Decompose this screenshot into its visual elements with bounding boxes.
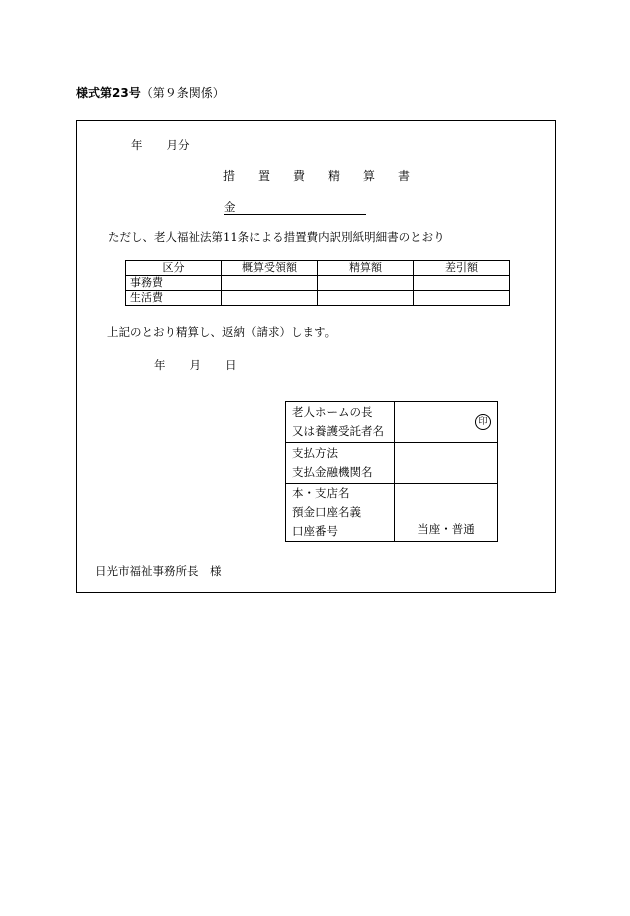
settlement-table <box>125 260 510 306</box>
column-header: 精算額 <box>318 261 414 276</box>
payment-method-label <box>286 443 395 484</box>
account-label <box>286 484 395 542</box>
form-number-label: 様式第23号 <box>76 86 141 100</box>
table-cell[interactable] <box>222 291 318 306</box>
amount-label: 金 <box>224 200 236 214</box>
title-char: 算 <box>363 169 376 183</box>
date-year: 年 <box>154 358 166 372</box>
period-year: 年 <box>131 138 143 152</box>
table-cell[interactable] <box>222 276 318 291</box>
date-line <box>154 357 237 373</box>
form-frame <box>76 120 556 593</box>
table-row <box>126 276 510 291</box>
title-char: 措 <box>223 169 236 183</box>
period-line <box>131 137 190 153</box>
column-header: 概算受領額 <box>222 261 318 276</box>
payee-table <box>285 401 498 542</box>
statement: 上記のとおり精算し、返納（請求）します。 <box>107 325 337 339</box>
payee-row-head <box>286 402 498 443</box>
table-cell[interactable] <box>414 276 510 291</box>
account-field[interactable] <box>395 484 498 542</box>
title-char: 費 <box>293 169 306 183</box>
table-cell[interactable] <box>414 291 510 306</box>
title-char: 書 <box>398 169 411 183</box>
date-day: 日 <box>225 358 237 372</box>
row-label: 事務費 <box>126 276 222 291</box>
payee-head-field[interactable] <box>395 402 498 443</box>
form-number <box>76 84 225 101</box>
period-month: 月分 <box>166 138 190 152</box>
amount-field[interactable] <box>224 199 366 215</box>
payee-row-method <box>286 443 498 484</box>
title-char: 精 <box>328 169 341 183</box>
account-type-choices[interactable]: 当座・普通 <box>417 522 475 536</box>
addressee: 日光市福祉事務所長 様 <box>95 564 222 578</box>
branch-label: 本・支店名 <box>292 486 350 500</box>
column-header: 差引額 <box>414 261 510 276</box>
table-cell[interactable] <box>318 276 414 291</box>
payee-head-line1: 老人ホームの長 <box>292 405 373 419</box>
form-article-ref: （第９条関係） <box>140 86 225 100</box>
column-header: 区分 <box>126 261 222 276</box>
account-number-label: 口座番号 <box>292 524 338 538</box>
row-label: 生活費 <box>126 291 222 306</box>
date-month: 月 <box>189 358 201 372</box>
table-header-row <box>126 261 510 276</box>
account-holder-label: 預金口座名義 <box>292 505 361 519</box>
payment-method-field[interactable] <box>395 443 498 484</box>
document-title <box>223 167 433 184</box>
title-char: 置 <box>258 169 271 183</box>
payee-head-line2: 又は養護受託者名 <box>292 424 384 438</box>
table-cell[interactable] <box>318 291 414 306</box>
description: ただし、老人福祉法第11条による措置費内訳別紙明細書のとおり <box>108 230 445 244</box>
seal-mark: 印 <box>475 414 491 430</box>
payee-head-label <box>286 402 395 443</box>
table-row <box>126 291 510 306</box>
payee-row-account <box>286 484 498 542</box>
payment-method-line1: 支払方法 <box>292 446 338 460</box>
payment-method-line2: 支払金融機関名 <box>292 465 373 479</box>
